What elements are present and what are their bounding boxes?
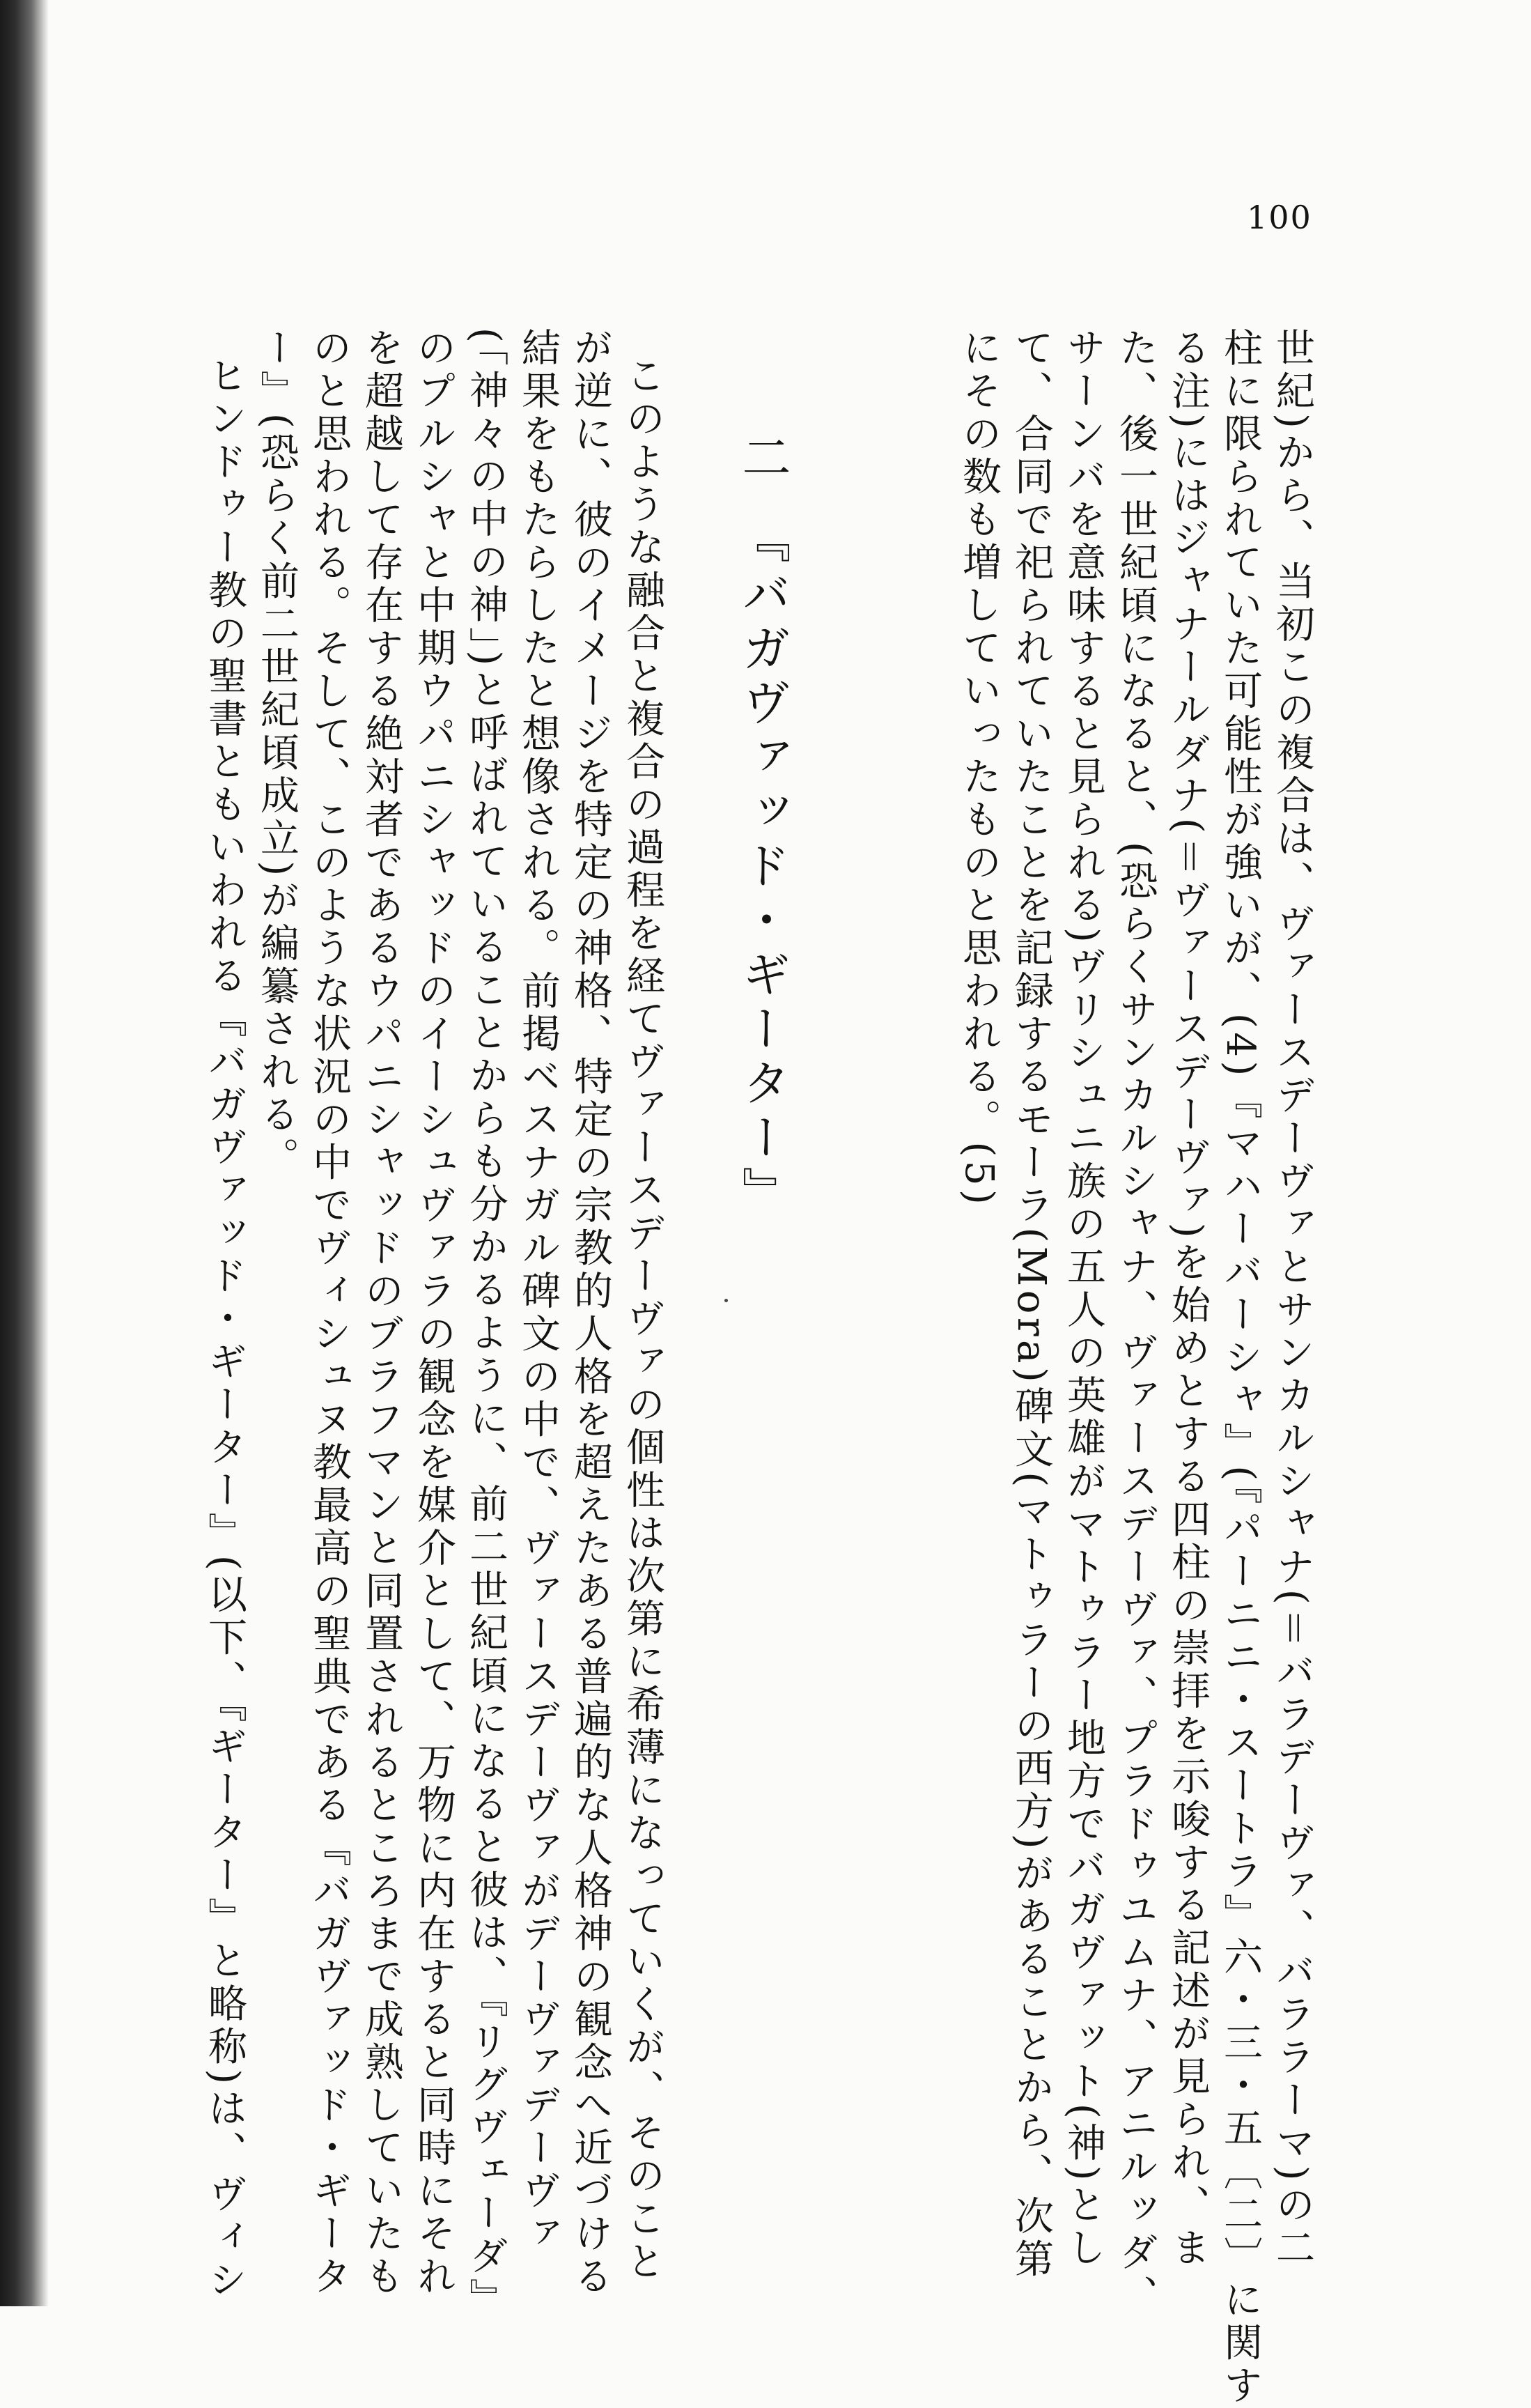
text-column: ー』(恐らく前二世紀頃成立)が編纂される。 [254,327,300,1180]
text-column: にその数も増していったものと思われる。(5) [956,327,1002,1209]
text-column: (「神々の中の神」)と呼ばれていることからも分かるように、前二世紀頃になると彼は、『リグヴェーダ』 [463,327,508,2322]
text-column: て、合同で祀られていたことを記録するモーラ(Mora)碑文(マトゥラーの西方)があることから、次第 [1009,327,1054,2282]
section-heading [728,432,798,1221]
scan-shadow-edge [0,0,49,2306]
text-column: た、後一世紀頃になると、(恐らくサンカルシャナ、ヴァースデーヴァ、プラドゥユムナ、アニルッダ、 [1113,327,1158,2318]
text-column: サーンバを意味すると見られる)ヴリシュニ族の五人の英雄がマトゥラー地方でバガヴァット(神)とし [1061,327,1106,2271]
page-number: 100 [1247,199,1312,236]
text-column: のプルシャと中期ウパニシャッドのイーシュヴァラの観念を媒介として、万物に内在すると同時にそれ [411,327,456,2299]
stray-mark [724,1299,728,1302]
section-title: 『バガヴァッド・ギーター』 [734,514,791,1221]
text-column: を超越して存在する絶対者であるウパニシャッドのブラフマンと同置されるところまで成熟していたも [359,327,404,2299]
text-column: このような融合と複合の過程を経てヴァースデーヴァの個性は次第に希薄になっていくが、そのこと [620,355,665,2284]
text-column: る注)にはジャナールダナ(＝ヴァースデーヴァ)を始めとする四柱の崇拝を示唆する記述が見られ、ま [1165,327,1211,2271]
text-column: 結果をもたらしたと想像される。前掲ベスナガル碑文の中で、ヴァースデーヴァがデーヴァデーヴァ [515,327,561,2256]
section-number: 二 [734,432,791,486]
text-column: のと思われる。そして、このような状況の中でヴィシュヌ教最高の聖典である『バガヴァッド・ギータ [306,327,352,2299]
text-column: 世紀)から、当初この複合は、ヴァースデーヴァとサンカルシャナ(＝バラデーヴァ、バララーマ)の二 [1270,327,1315,2271]
text-column: 柱に限られていた可能性が強いが、(4)『マハーバーシャ』(『パーニニ・スートラ』六・三・五〔二〕に関す [1218,327,1263,2408]
text-column: が逆に、彼のイメージを特定の神格、特定の宗教的人格を超えたある普遍的な人格神の観念へ近づける [568,327,613,2299]
text-column: ヒンドゥー教の聖書ともいわれる『バガヴァッド・ギーター』(以下、『ギーター』と略称)は、ヴィシ [202,355,247,2303]
